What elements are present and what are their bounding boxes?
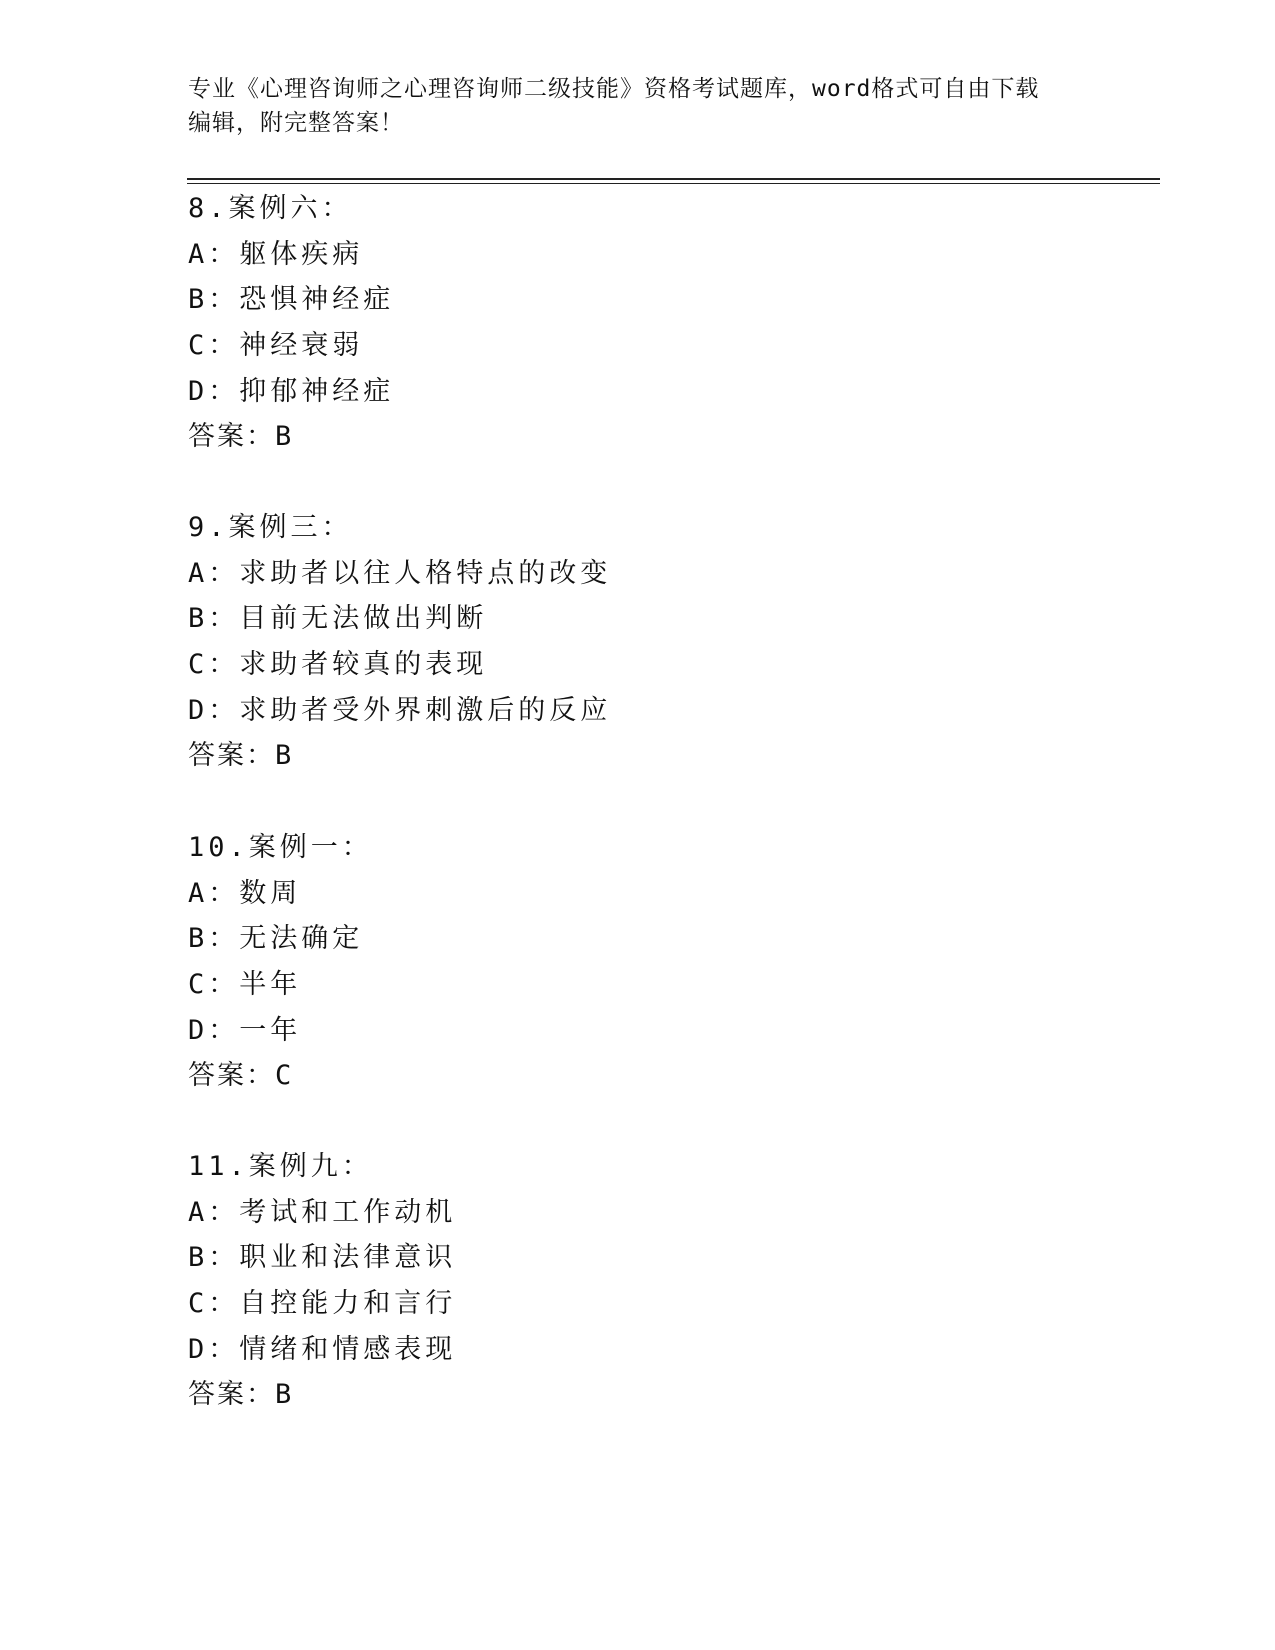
option-c: C：求助者较真的表现	[188, 649, 488, 681]
option-c: C：半年	[188, 969, 302, 1001]
option-c: C：自控能力和言行	[188, 1288, 457, 1320]
option-b: B：职业和法律意识	[188, 1242, 457, 1274]
answer-value: B	[275, 421, 294, 453]
question-title: 9.案例三：	[188, 512, 353, 543]
option-c: C：神经衰弱	[188, 330, 364, 362]
option-d: D：一年	[188, 1014, 302, 1046]
question-title: 10.案例一：	[188, 832, 373, 863]
question-10	[188, 825, 1088, 1099]
answer-label: 答案：	[188, 421, 275, 453]
question-11	[188, 1144, 1088, 1418]
question-9	[188, 505, 1088, 779]
answer-line	[188, 1372, 1088, 1418]
answer-value: B	[275, 740, 294, 772]
option-d: D：情绪和情感表现	[188, 1333, 457, 1365]
answer-line	[188, 1053, 1088, 1099]
document-header	[188, 72, 1088, 140]
option-a: A：躯体疾病	[188, 238, 364, 270]
question-title: 11.案例九：	[188, 1151, 373, 1182]
header-divider-thick	[187, 178, 1160, 180]
option-b: B：恐惧神经症	[188, 284, 395, 316]
option-d: D：抑郁神经症	[188, 375, 395, 407]
answer-label: 答案：	[188, 1379, 275, 1411]
option-b: B：无法确定	[188, 923, 364, 955]
answer-label: 答案：	[188, 740, 275, 772]
answer-value: B	[275, 1379, 294, 1411]
answer-label: 答案：	[188, 1060, 275, 1092]
header-divider-thin	[187, 183, 1160, 184]
option-d: D：求助者受外界刺激后的反应	[188, 694, 612, 726]
option-a: A：求助者以往人格特点的改变	[188, 557, 612, 589]
question-title: 8.案例六：	[188, 193, 353, 224]
header-line-1: 专业《心理咨询师之心理咨询师二级技能》资格考试题库，word格式可自由下载	[188, 76, 1040, 102]
answer-value: C	[275, 1060, 294, 1092]
question-8	[188, 186, 1088, 460]
answer-line	[188, 414, 1088, 460]
answer-line	[188, 733, 1088, 779]
header-line-2: 编辑，附完整答案！	[188, 110, 404, 136]
option-a: A：考试和工作动机	[188, 1196, 457, 1228]
option-b: B：目前无法做出判断	[188, 603, 488, 635]
option-a: A：数周	[188, 877, 302, 909]
